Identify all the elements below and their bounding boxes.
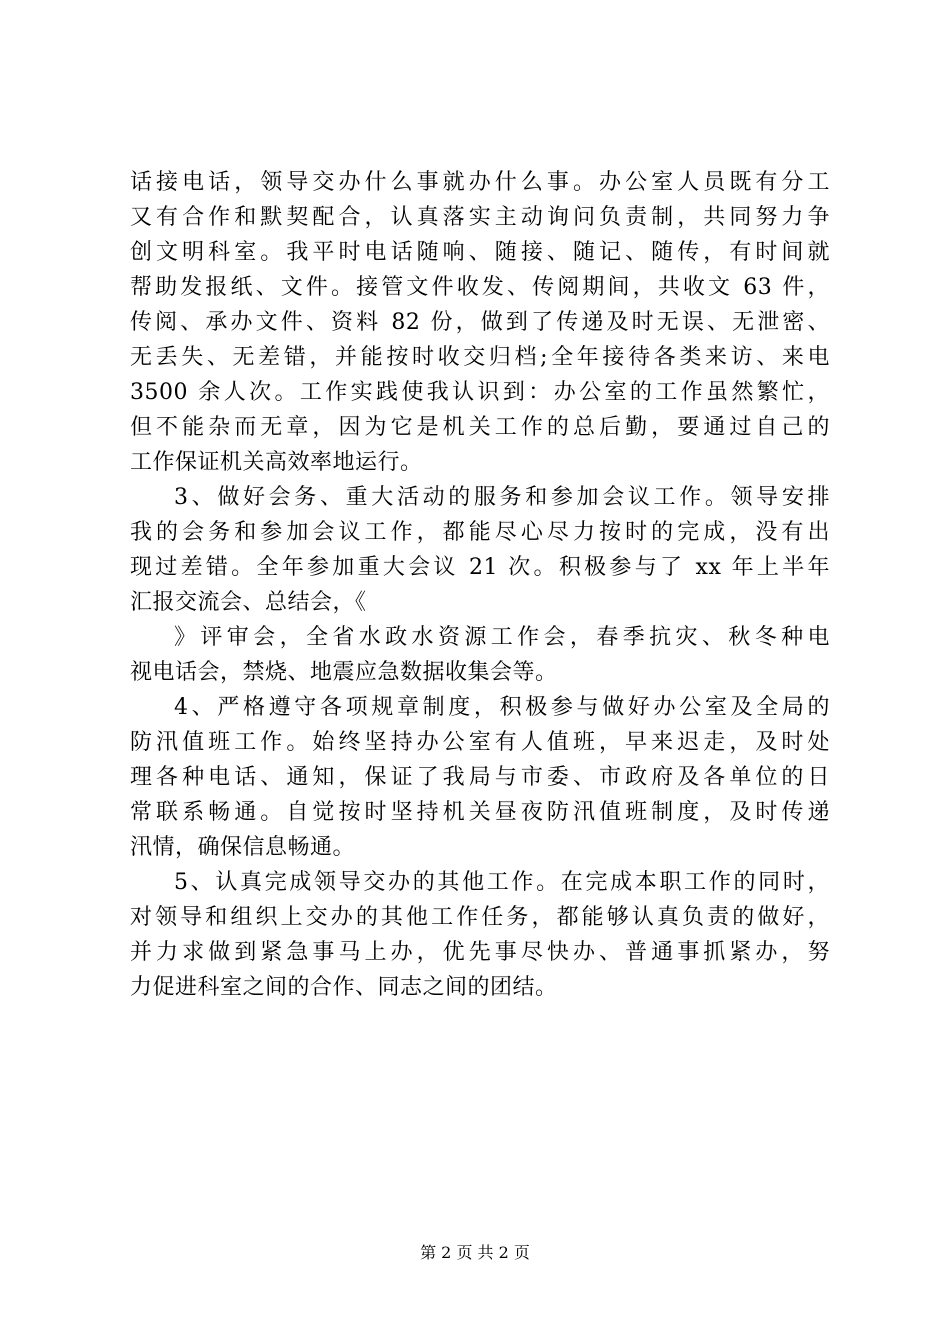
text-line: 视电话会，禁烧、地震应急数据收集会等。 bbox=[130, 660, 558, 685]
text-line: 》评审会，全省水政水资源工作会，春季抗灾、秋冬种电 bbox=[174, 625, 830, 650]
text-line: 帮助发报纸、文件。接管文件收发、传阅期间，共收文 63 件， bbox=[130, 275, 830, 300]
text-line: 3、做好会务、重大活动的服务和参加会议工作。领导安排 bbox=[174, 485, 830, 510]
text-line: 无丢失、无差错，并能按时收交归档;全年接待各类来访、来电 bbox=[130, 345, 830, 370]
text-line: 汛情，确保信息畅通。 bbox=[130, 835, 356, 860]
text-line: 5、认真完成领导交办的其他工作。在完成本职工作的同时， bbox=[174, 870, 830, 895]
text-line: 防汛值班工作。始终坚持办公室有人值班，早来迟走，及时处 bbox=[130, 730, 830, 755]
text-line: 传阅、承办文件、资料 82 份，做到了传递及时无误、无泄密、 bbox=[130, 310, 830, 335]
text-line: 现过差错。全年参加重大会议 21 次。积极参与了 xx 年上半年 bbox=[130, 555, 830, 580]
text-line: 并力求做到紧急事马上办，优先事尽快办、普通事抓紧办，努 bbox=[130, 940, 830, 965]
page-footer: 第 2 页 共 2 页 bbox=[420, 1243, 530, 1262]
text-line: 汇报交流会、总结会，《 bbox=[130, 590, 367, 615]
text-line: 话接电话，领导交办什么事就办什么事。办公室人员既有分工 bbox=[130, 170, 830, 195]
text-line: 又有合作和默契配合，认真落实主动询问负责制，共同努力争 bbox=[130, 205, 830, 230]
text-line: 我的会务和参加会议工作，都能尽心尽力按时的完成，没有出 bbox=[130, 520, 830, 545]
text-line: 工作保证机关高效率地运行。 bbox=[130, 450, 423, 475]
text-line: 创文明科室。我平时电话随响、随接、随记、随传，有时间就 bbox=[130, 240, 830, 265]
text-line: 但不能杂而无章，因为它是机关工作的总后勤，要通过自己的 bbox=[130, 415, 830, 440]
text-line: 常联系畅通。自觉按时坚持机关昼夜防汛值班制度，及时传递 bbox=[130, 800, 830, 825]
text-line: 4、严格遵守各项规章制度，积极参与做好办公室及全局的 bbox=[174, 695, 830, 720]
text-line: 3500 余人次。工作实践使我认识到：办公室的工作虽然繁忙， bbox=[130, 380, 830, 405]
document-body bbox=[130, 165, 830, 1005]
text-line: 对领导和组织上交办的其他工作任务，都能够认真负责的做好， bbox=[130, 905, 830, 930]
text-line: 力促进科室之间的合作、同志之间的团结。 bbox=[130, 975, 558, 1000]
text-line: 理各种电话、通知，保证了我局与市委、市政府及各单位的日 bbox=[130, 765, 830, 790]
